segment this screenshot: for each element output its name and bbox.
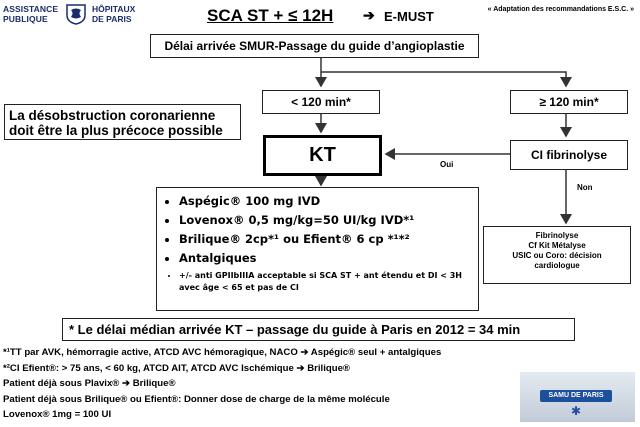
title-arrow-icon: ➔	[363, 7, 375, 23]
treatment-item: • Aspégic® 100 mg IVD	[179, 194, 470, 208]
treatment-item-gp: • +/- anti GPIIbIIIA acceptable si SCA ST + ant étendu et DI < 3H avec âge < 65 et pas de CI	[179, 270, 470, 294]
median-delay-box: * Le délai médian arrivée KT – passage du guide à Paris en 2012 = 34 min	[62, 318, 575, 341]
desobstruction-note: La désobstruction coronarienne doit être la plus précoce possible	[4, 104, 241, 140]
footnotes	[3, 345, 563, 423]
treatment-item: • Lovenox® 0,5 mg/kg=50 UI/kg IVD*¹	[179, 213, 470, 227]
footnote: Patient déjà sous Plavix® ➔ Brilique®	[3, 378, 176, 389]
arrow-top-to-right	[321, 72, 566, 86]
footnote: *²CI Efient®: > 75 ans, < 60 kg, ATCD AIT, ATCD AVC Ischémique ➔ Brilique®	[3, 362, 351, 374]
label-non: Non	[577, 183, 593, 192]
ci-fibrinolyse-box: CI fibrinolyse	[510, 140, 628, 170]
logo-text-right: HÔPITAUX DE PARIS	[92, 4, 136, 24]
treatment-box	[156, 187, 479, 311]
top-delay-box: Délai arrivée SMUR-Passage du guide d’angioplastie	[150, 34, 479, 58]
footnote: *¹TT par AVK, hémorragie active, ATCD AVC hémoragique, NACO ➔ Aspégic® seul + antalgiques	[3, 347, 442, 358]
adaptation-note: « Adaptation des recommandations E.S.C. »	[487, 6, 634, 13]
footnote: Patient déjà sous Brilique® ou Efient®: Donner dose de charge de la même molécule	[3, 393, 390, 405]
treatment-item: • Brilique® 2cp*¹ ou Efient® 6 cp *¹*²	[179, 232, 470, 246]
star-of-life-icon: ✱	[571, 404, 582, 418]
samu-badge: SAMU DE PARIS	[540, 390, 612, 402]
fibrinolyse-box: Fibrinolyse Cf Kit Métalyse USIC ou Coro: décision cardiologue	[483, 226, 631, 284]
kt-box: KT	[263, 135, 382, 176]
page-title: SCA ST + ≤ 12H	[207, 6, 334, 25]
treatment-item: • Antalgiques	[179, 251, 470, 265]
branch-less-120: < 120 min*	[262, 90, 380, 114]
label-oui: Oui	[440, 160, 454, 169]
page-subtitle: E-MUST	[384, 9, 434, 24]
branch-more-120: ≥ 120 min*	[510, 90, 628, 114]
logo-text-left: ASSISTANCE PUBLIQUE	[3, 4, 59, 24]
footnote: Lovenox® 1mg = 100 UI	[3, 409, 112, 420]
